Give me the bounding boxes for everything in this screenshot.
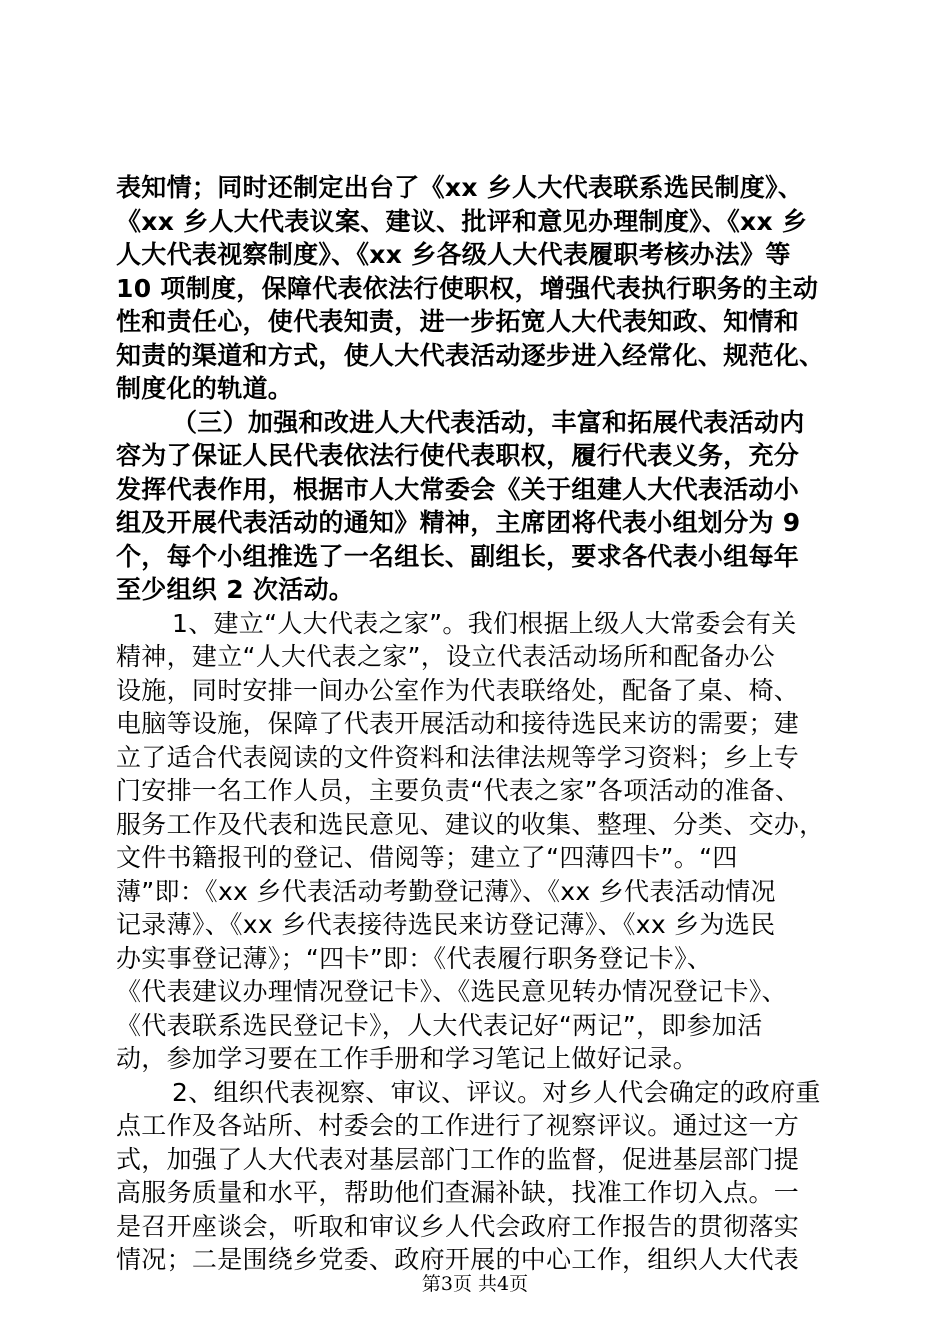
text-line: 记录薄》、《xx 乡代表接待选民来访登记薄》、《xx 乡为选民 <box>116 910 776 939</box>
text-line: 情况；二是围绕乡党委、政府开展的中心工作，组织人大代表 <box>116 1245 800 1274</box>
text-line: 服务工作及代表和选民意见、建议的收集、整理、分类、交办， <box>116 809 825 839</box>
text-line: 电脑等设施，保障了代表开展活动和接待选民来访的需要；建 <box>116 709 800 738</box>
text-line: 1、建立“人大代表之家”。我们根据上级人大常委会有关 <box>172 608 797 638</box>
text-line: 薄”即：《xx 乡代表活动考勤登记薄》、《xx 乡代表活动情况 <box>116 876 776 906</box>
text-line: 设施，同时安排一间办公室作为代表联络处，配备了桌、椅、 <box>116 675 800 705</box>
text-line: 人大代表视察制度》、《xx 乡各级人大代表履职考核办法》等 <box>116 240 791 269</box>
text-line: 《代表联系选民登记卡》，人大代表记好“两记”，即参加活 <box>116 1010 763 1040</box>
text-line: 动，参加学习要在工作手册和学习笔记上做好记录。 <box>116 1044 698 1073</box>
text-line: 知责的渠道和方式，使人大代表活动逐步进入经常化、规范化、 <box>116 340 825 370</box>
text-line: 《xx 乡人大代表议案、建议、批评和意见办理制度》、《xx 乡 <box>116 206 808 236</box>
text-line: 表知情；同时还制定出台了《xx 乡人大代表联系选民制度》、 <box>116 173 804 202</box>
body-text <box>116 171 856 1277</box>
text-line: 是召开座谈会，听取和审议乡人代会政府工作报告的贯彻落实 <box>116 1211 800 1241</box>
text-line: 精神，建立“人大代表之家”，设立代表活动场所和配备办公 <box>116 642 776 671</box>
text-line: 性和责任心，使代表知责，进一步拓宽人大代表知政、知情和 <box>116 307 800 336</box>
text-line: 10 项制度，保障代表依法行使职权，增强代表执行职务的主动 <box>116 273 819 303</box>
text-line: 2、组织代表视察、审议、评议。对乡人代会确定的政府重 <box>172 1077 821 1107</box>
text-line: 办实事登记薄》；“四卡”即：《代表履行职务登记卡》、 <box>116 943 713 973</box>
text-line: 点工作及各站所、村委会的工作进行了视察评议。通过这一方 <box>116 1111 800 1140</box>
text-line: 制度化的轨道。 <box>116 374 294 403</box>
text-line: 至少组织 2 次活动。 <box>116 575 355 604</box>
text-line: 发挥代表作用，根据市人大常委会《关于组建人大代表活动小 <box>116 474 800 504</box>
text-line: 式，加强了人大代表对基层部门工作的监督，促进基层部门提 <box>116 1144 800 1174</box>
page-footer: 第3页 共4页 <box>421 1273 529 1295</box>
text-line: 门安排一名工作人员，主要负责“代表之家”各项活动的准备、 <box>116 776 801 805</box>
text-line: 立了适合代表阅读的文件资料和法律法规等学习资料；乡上专 <box>116 742 800 772</box>
text-line: （三）加强和改进人大代表活动，丰富和拓展代表活动内 <box>172 407 805 437</box>
text-line: 《代表建议办理情况登记卡》、《选民意见转办情况登记卡》、 <box>116 977 787 1006</box>
text-line: 组及开展代表活动的通知》精神，主席团将代表小组划分为 9 <box>116 508 801 537</box>
text-line: 容为了保证人民代表依法行使代表职权，履行代表义务，充分 <box>116 441 800 470</box>
text-line: 个，每个小组推选了一名组长、副组长，要求各代表小组每年 <box>116 541 800 571</box>
text-line: 文件书籍报刊的登记、借阅等；建立了“四薄四卡”。“四 <box>116 843 738 872</box>
text-line: 高服务质量和水平，帮助他们查漏补缺，找准工作切入点。一 <box>116 1178 800 1207</box>
